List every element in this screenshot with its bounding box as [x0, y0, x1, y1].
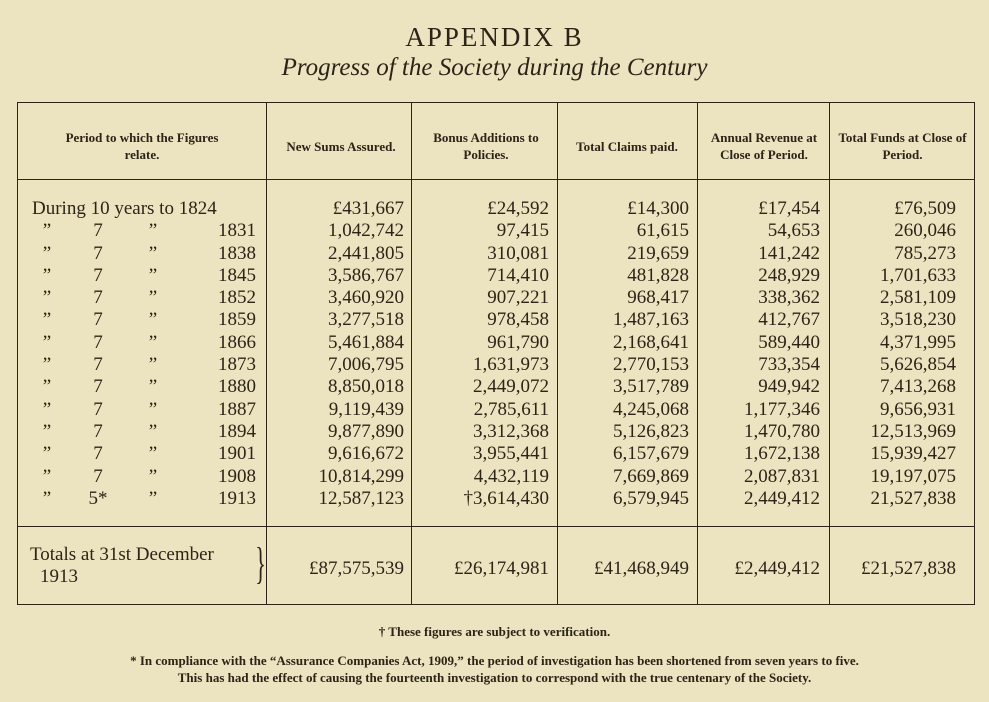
period-years: 7: [93, 420, 103, 442]
cell-funds: 260,046: [894, 220, 956, 242]
totals-row: [18, 536, 974, 606]
cell-new-sums: 3,586,767: [328, 264, 404, 286]
period-years: 7: [93, 220, 103, 242]
table-body: [18, 198, 974, 510]
cell-claims: 6,157,679: [613, 443, 689, 465]
header-divider: [18, 179, 974, 180]
cell-claims: £14,300: [627, 198, 689, 219]
cell-new-sums: 9,877,890: [328, 420, 404, 442]
period-years: 7: [93, 331, 103, 353]
cell-funds: 15,939,427: [870, 443, 956, 465]
total-new-sums: £87,575,539: [309, 558, 404, 579]
table-row: [18, 220, 974, 242]
ditto-mark: ”: [148, 354, 158, 376]
cell-new-sums: 5,461,884: [328, 331, 404, 353]
table-row: [18, 466, 974, 488]
header-bonus: Bonus Additions to Policies.: [433, 130, 539, 162]
cell-claims: 5,126,823: [613, 420, 689, 442]
table-row: [18, 399, 974, 421]
cell-bonus: 3,312,368: [473, 420, 549, 442]
cell-claims: 968,417: [627, 287, 689, 309]
ditto-mark: ”: [148, 465, 158, 487]
cell-bonus: 3,955,441: [473, 443, 549, 465]
ditto-mark: ”: [42, 487, 52, 509]
cell-funds: £76,509: [894, 198, 956, 219]
table-row: [18, 488, 974, 510]
table-row: [18, 265, 974, 287]
cell-funds: 2,581,109: [880, 287, 956, 309]
cell-bonus: 961,790: [487, 331, 549, 353]
header-period: Period to which the Figures relate.: [65, 130, 219, 162]
period-years: 7: [93, 354, 103, 376]
cell-funds: 7,413,268: [880, 376, 956, 398]
cell-revenue: 338,362: [758, 287, 820, 309]
cell-revenue: 1,177,346: [744, 398, 820, 420]
cell-revenue: 1,470,780: [744, 420, 820, 442]
cell-funds: 5,626,854: [880, 354, 956, 376]
ditto-mark: ”: [148, 220, 158, 242]
ditto-mark: ”: [42, 264, 52, 286]
period-year: 1831: [218, 220, 256, 242]
table-row: [18, 421, 974, 443]
period-years: 7: [93, 398, 103, 420]
cell-bonus: 4,432,119: [473, 465, 549, 487]
cell-new-sums: 1,042,742: [328, 220, 404, 242]
footnote-star-line2: This has had the effect of causing the fourteenth investigation to correspond with the true centenary of the Society.: [177, 670, 812, 685]
cell-revenue: 54,653: [767, 220, 820, 242]
cell-bonus: 2,785,611: [473, 398, 549, 420]
cell-funds: 19,197,075: [870, 465, 956, 487]
header-revenue: Annual Revenue at Close of Period.: [710, 130, 818, 162]
ditto-mark: ”: [42, 465, 52, 487]
cell-funds: 785,273: [894, 242, 956, 264]
totals-label-line2: 1913: [40, 566, 78, 587]
table-row: [18, 243, 974, 265]
period-years: 7: [93, 443, 103, 465]
ditto-mark: ”: [148, 487, 158, 509]
ditto-mark: ”: [42, 220, 52, 242]
cell-claims: 219,659: [627, 242, 689, 264]
cell-revenue: 733,354: [758, 354, 820, 376]
cell-revenue: 589,440: [758, 331, 820, 353]
cell-revenue: 1,672,138: [744, 443, 820, 465]
ditto-mark: ”: [42, 309, 52, 331]
total-bonus: £26,174,981: [454, 558, 549, 579]
cell-revenue: 2,449,412: [744, 487, 820, 509]
period-years: 7: [93, 309, 103, 331]
cell-revenue: 2,087,831: [744, 465, 820, 487]
ditto-mark: ”: [42, 242, 52, 264]
cell-revenue: 949,942: [758, 376, 820, 398]
cell-funds: 9,656,931: [880, 398, 956, 420]
table-row: [18, 198, 974, 220]
cell-bonus: 1,631,973: [473, 354, 549, 376]
cell-revenue: 248,929: [758, 264, 820, 286]
cell-bonus: 978,458: [487, 309, 549, 331]
ditto-mark: ”: [148, 331, 158, 353]
cell-new-sums: 3,460,920: [328, 287, 404, 309]
cell-claims: 481,828: [627, 264, 689, 286]
brace-icon: }: [255, 539, 266, 588]
ditto-mark: ”: [42, 354, 52, 376]
cell-claims: 2,168,641: [613, 331, 689, 353]
period-years: 7: [93, 465, 103, 487]
period-years: 7: [93, 376, 103, 398]
period-year: 1845: [218, 264, 256, 286]
table-row: [18, 376, 974, 398]
period-year: 1887: [218, 398, 256, 420]
ditto-mark: ”: [148, 398, 158, 420]
period-year: 1880: [218, 376, 256, 398]
period-year: 1873: [218, 354, 256, 376]
cell-funds: 4,371,995: [880, 331, 956, 353]
ditto-mark: ”: [148, 242, 158, 264]
ditto-mark: ”: [148, 264, 158, 286]
period-year: 1859: [218, 309, 256, 331]
totals-label: [30, 544, 214, 588]
total-funds: £21,527,838: [861, 558, 956, 579]
table-row: [18, 287, 974, 309]
cell-claims: 6,579,945: [613, 487, 689, 509]
totals-label-line1: Totals at 31st December: [30, 544, 214, 565]
total-claims: £41,468,949: [594, 558, 689, 579]
ditto-mark: ”: [148, 443, 158, 465]
totals-divider: [18, 526, 974, 527]
period-years: 7: [93, 242, 103, 264]
header-claims: Total Claims paid.: [576, 138, 678, 154]
total-revenue: £2,449,412: [734, 558, 820, 579]
period-year: 1913: [218, 487, 256, 509]
cell-new-sums: 7,006,795: [328, 354, 404, 376]
cell-claims: 1,487,163: [613, 309, 689, 331]
cell-bonus: 310,081: [487, 242, 549, 264]
cell-bonus: 907,221: [487, 287, 549, 309]
period-year: 1852: [218, 287, 256, 309]
appendix-subtitle: Progress of the Society during the Century: [281, 54, 708, 81]
period-year: 1908: [218, 465, 256, 487]
cell-revenue: £17,454: [758, 198, 820, 219]
ditto-mark: ”: [42, 420, 52, 442]
cell-claims: 7,669,869: [613, 465, 689, 487]
header-funds: Total Funds at Close of Period.: [838, 130, 967, 162]
cell-funds: 21,527,838: [870, 487, 956, 509]
period-year: 1838: [218, 242, 256, 264]
progress-table: [17, 102, 975, 605]
period-years: 7: [93, 287, 103, 309]
cell-new-sums: 3,277,518: [328, 309, 404, 331]
period-year: 1866: [218, 331, 256, 353]
cell-new-sums: 12,587,123: [318, 487, 404, 509]
cell-new-sums: 2,441,805: [328, 242, 404, 264]
cell-new-sums: 10,814,299: [318, 465, 404, 487]
table-row: [18, 332, 974, 354]
ditto-mark: ”: [148, 287, 158, 309]
period-year: 1901: [218, 443, 256, 465]
cell-claims: 4,245,068: [613, 398, 689, 420]
cell-bonus: 2,449,072: [473, 376, 549, 398]
cell-bonus: 97,415: [496, 220, 549, 242]
ditto-mark: ”: [42, 398, 52, 420]
table-row: [18, 354, 974, 376]
ditto-mark: ”: [42, 331, 52, 353]
cell-funds: 1,701,633: [880, 264, 956, 286]
header-new-sums: New Sums Assured.: [286, 138, 396, 154]
cell-bonus: £24,592: [487, 198, 549, 219]
period-years: 5*: [88, 487, 108, 509]
period-years: 7: [93, 264, 103, 286]
footnote-dagger: † These figures are subject to verification.: [378, 624, 611, 639]
cell-bonus: 714,410: [487, 264, 549, 286]
ditto-mark: ”: [148, 376, 158, 398]
ditto-mark: ”: [148, 309, 158, 331]
cell-new-sums: 9,616,672: [328, 443, 404, 465]
period-cell: During 10 years to 1824: [32, 198, 217, 219]
appendix-title: APPENDIX B: [405, 22, 584, 52]
cell-bonus: †3,614,430: [463, 487, 549, 509]
cell-new-sums: 8,850,018: [328, 376, 404, 398]
cell-claims: 61,615: [636, 220, 689, 242]
ditto-mark: ”: [148, 420, 158, 442]
table-row: [18, 309, 974, 331]
cell-new-sums: 9,119,439: [328, 398, 404, 420]
period-year: 1894: [218, 420, 256, 442]
table-row: [18, 443, 974, 465]
cell-claims: 3,517,789: [613, 376, 689, 398]
cell-revenue: 141,242: [758, 242, 820, 264]
ditto-mark: ”: [42, 443, 52, 465]
cell-funds: 12,513,969: [870, 420, 956, 442]
ditto-mark: ”: [42, 287, 52, 309]
ditto-mark: ”: [42, 376, 52, 398]
footnote-star-line1: * In compliance with the “Assurance Companies Act, 1909,” the period of investigation has been shortened from seven years to five.: [130, 653, 859, 668]
cell-funds: 3,518,230: [880, 309, 956, 331]
cell-claims: 2,770,153: [613, 354, 689, 376]
cell-revenue: 412,767: [758, 309, 820, 331]
cell-new-sums: £431,667: [332, 198, 404, 219]
